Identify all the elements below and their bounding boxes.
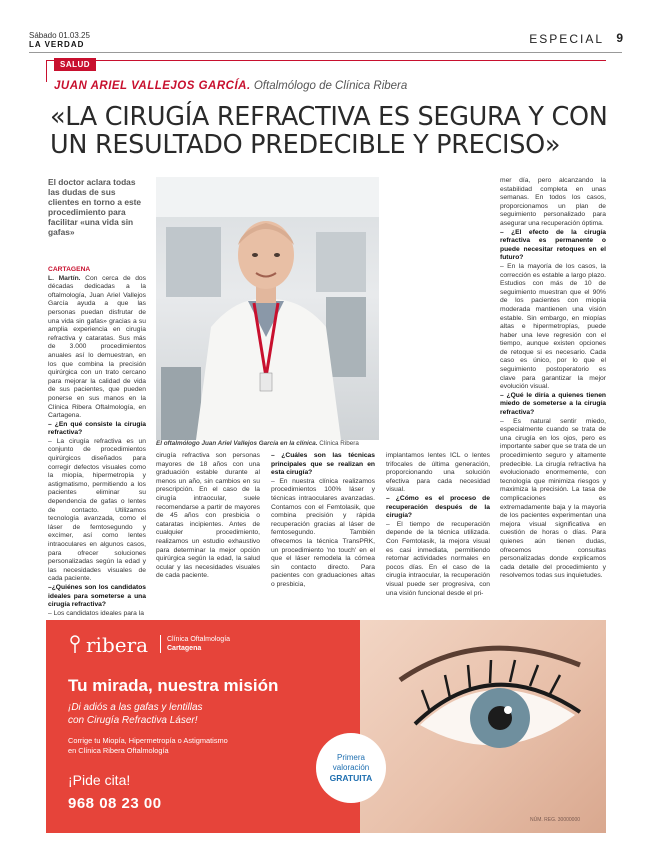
section-frame-top [46, 60, 606, 61]
answer-6: – Es natural sentir miedo, especialmente cuando se trata de una cirugía en los ojos, pero es importante saber que se trata de un procedimiento seguro y altamente predecible. La cirugía refractiva ha evolucionado enormemente, con tecnología que minimiza riesgos y maximiza la precisión. La tasa de complicaciones es extremadamente baja y la mayoría de los pacientes experimentan una mejora visual significativa en cuestión de horas o días. Para quienes aún tienen dudas, ofrecemos consultas personalizadas donde explicamos cada detalle del procedimiento y resolvemos todas sus inquietudes. [500, 417, 606, 580]
photo-caption [156, 440, 386, 447]
free-assessment-badge: Primera valoración GRATUITA [316, 733, 386, 803]
eye-illustration [360, 620, 606, 833]
eye-photo [360, 620, 606, 833]
byline-name: JUAN ARIEL VALLEJOS GARCÍA. [54, 80, 251, 92]
headline: «LA CIRUGÍA REFRACTIVA ES SEGURA Y CON UN RESULTADO PREDECIBLE Y PRECISO» [50, 102, 608, 160]
author: L. Martín. [48, 274, 81, 282]
answer-3: – En nuestra clínica realizamos procedimientos 100% láser y técnicas intraoculares avanzadas. Contamos con el Femtolasik, que combina precisión y rápida recuperación gracias al láser de femtosegundo. También ofrecemos la técnica TransPRK, un procedimiento 'no touch' en el que el láser remodela la córnea sin contacto directo. Para pacientes con graduaciones altas o presbicia, [271, 477, 375, 588]
caption-credit: Clínica Ribera [317, 440, 359, 447]
article-column-4 [386, 452, 490, 598]
article-column-2 [156, 452, 260, 581]
answer-4: – El tiempo de recuperación depende de la técnica utilizada. Con Femtolasik, la mejora visual es casi inmediata, permitiendo retomar actividades normales en pocos días. En el caso de la cirugía intraocular, la recuperación visual puede ser progresiva, con una visión funcional desde el pri- [386, 520, 490, 597]
doctor-photo [156, 177, 379, 440]
ribera-logo-icon [68, 635, 82, 658]
section-label: SALUD [54, 58, 96, 71]
lead-text: El doctor aclara todas las dudas de sus clientes en torno a este procedimiento para facilitar «una vida sin gafas» [48, 177, 142, 237]
ad-body: Corrige tu Miopía, Hipermetropía o Astigmatismo en Clínica Ribera Oftalmología [68, 736, 228, 755]
question-6: – ¿Qué le diría a quienes tienen miedo de someterse a la cirugía refractiva? [500, 391, 606, 417]
ad-call-to-action: ¡Pide cita! [68, 772, 131, 788]
question-5: – ¿El efecto de la cirugía refractiva es permanente o puede necesitar retoques en el futuro? [500, 228, 606, 262]
answer-2-cont: cirugía refractiva son personas mayores de 18 años con una graduación estable durante al menos un año, sin cambios en su prescripción. En el caso de la cirugía intraocular, suele recomendarse a partir de mayores de 45 años con presbicia o cataratas incipientes. Antes de cualquier procedimiento, realizamos un estudio exhaustivo para determinar la mejor opción quirúrgica según la edad, la salud ocular y las necesidades visuales de cada paciente. [156, 452, 260, 580]
ribera-logo-text: ribera [86, 633, 149, 657]
dateline: CARTAGENA [48, 266, 91, 273]
article-column-5 [500, 177, 606, 581]
question-4: – ¿Cómo es el proceso de recuperación después de la cirugía? [386, 494, 490, 520]
section-frame-left [46, 60, 47, 82]
article-column-3 [271, 452, 375, 590]
registration-note: NÚM. REG. 30000000 [530, 817, 581, 823]
ad-title: Tu mirada, nuestra misión [68, 676, 279, 695]
issue-date: Sábado 01.03.25 [29, 31, 90, 40]
ribera-advertisement [46, 620, 606, 833]
ad-phone[interactable]: 968 08 23 00 [68, 795, 162, 812]
answer-4-cont: mer día, pero alcanzando la estabilidad completa en unas semanas. En todos los casos, proporcionamos un plan de seguimiento personalizado para asegurar una recuperación óptima. [500, 177, 606, 227]
clinic-name: Clínica Oftalmología Cartagena [160, 635, 230, 653]
question-2: –¿Quiénes son los candidatos ideales para someterse a una cirugía refractiva? [48, 583, 146, 609]
question-1: – ¿En qué consiste la cirugía refractiva? [48, 420, 146, 437]
page-number: 9 [616, 31, 623, 45]
answer-3-cont: implantamos lentes ICL o lentes trifocales de última generación, proporcionando una solución efectiva para cada necesidad visual. [386, 452, 490, 494]
caption-main: El oftalmólogo Juan Ariel Vallejos García en la clínica. [156, 440, 318, 447]
ad-subtitle: ¡Di adiós a las gafas y lentillas con Cirugía Refractiva Láser! [68, 702, 203, 726]
newspaper-name: LA VERDAD [29, 40, 85, 49]
byline-role: Oftalmólogo de Clínica Ribera [250, 80, 408, 92]
masthead-divider [29, 52, 622, 53]
article-column-1 [48, 266, 146, 618]
byline [54, 80, 407, 92]
question-3: – ¿Cuáles son las técnicas principales que se realizan en esta cirugía? [271, 452, 375, 477]
answer-1: – La cirugía refractiva es un conjunto de procedimientos quirúrgicos diseñados para corregir defectos visuales como la miopía, hipermetropía y astigmatismo, permitiendo a los pacientes eliminar su dependencia de gafas o lentes de contacto. Utilizamos tecnología avanzada, como el láser de femtosegundo y excímer, así como lentes intraoculares en algunos casos, para ofrecer soluciones personalizadas según la edad y las necesidades visuales de cada paciente. [48, 437, 146, 583]
section-name: ESPECIAL [529, 32, 604, 46]
doctor-illustration [156, 177, 379, 440]
answer-5: – En la mayoría de los casos, la corrección es estable a largo plazo. Estudios con más de 10 de seguimiento muestran que el 90% de los pacientes con miopía moderada mantienen una visión estable. Sin embargo, en miopías altas e hipermetropías, puede haber una leve regresión con el tiempo, aunque existen opciones de retoque si es necesario. Cada caso es único, por lo que el seguimiento postoperatorio es clave para garantizar la mejor evolución visual. [500, 262, 606, 391]
intro-paragraph: Con cerca de dos décadas dedicadas a la oftalmología, Juan Ariel Vallejos García ayuda a que las personas puedan disfrutar de una vida sin gafas» gracias a su amplia experiencia en cirugía refractiva y cataratas. Sus más de 3.000 procedimientos anuales así lo demuestran, en los que combina la precisión quirúrgica con un trato cercano para mejorar la calidad de vida de sus pacientes, que pueden ponerse en sus manos en la Clínica Ribera Oftalmología, en Cartagena. [48, 274, 146, 420]
answer-2-start: – Los candidatos ideales para la [48, 609, 144, 617]
